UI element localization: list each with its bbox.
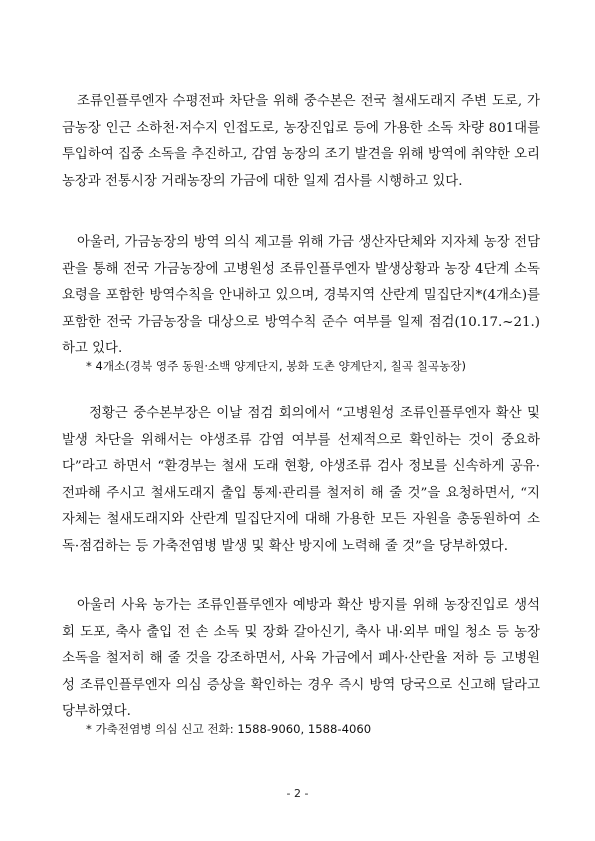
paragraph-farmer-requests: 아울러 사육 농가는 조류인플루엔자 예방과 확산 방지를 위해 농장진입로 생석회 도포, 축사 출입 전 손 소독 및 장화 갈아신기, 축사 내·외부 매일 청소 등 농장 소독을 철저히 해 줄 것을 강조하면서, 사육 가금에서 폐사·산란율 저하 등 고병원성 조류인플루엔자 의심 증상을 확인하는 경우 즉시 방역 당국으로 신고해 달라고 당부하였다. (62, 598, 540, 720)
paragraph-disinfection: 조류인플루엔자 수평전파 차단을 위해 중수본은 전국 철새도래지 주변 도로, 가금농장 인근 소하천·저수지 인접도로, 농장진입로 등에 가용한 소독 차량 801대를 투입하여 집중 소독을 추진하고, 감염 농장의 조기 발견을 위해 방역에 취약한 오리농장과 전통시장 거래농장의 가금에 대한 일제 검사를 시행하고 있다. (62, 94, 540, 189)
footnote-report-phone: * 가축전염병 의심 신고 전화: 1588-9060, 1588-4060 (86, 722, 372, 736)
paragraph-farm-guidance: 아울러, 가금농장의 방역 의식 제고를 위해 가금 생산자단체와 지자체 농장 전담관을 통해 전국 가금농장에 고병원성 조류인플루엔자 발생상황과 농장 4단계 소독 요령을 포함한 방역수칙을 안내하고 있으며, 경북지역 산란계 밀집단지*(4개소)를 포함한 전국 가금농장을 대상으로 방역수칙 준수 여부를 일제 점검(10.17.~21.)하고 있다. (62, 235, 540, 357)
paragraph-director-remarks: 정황근 중수본부장은 이날 점검 회의에서 “고병원성 조류인플루엔자 확산 및 발생 차단을 위해서는 야생조류 감염 여부를 선제적으로 확인하는 것이 중요하다”라고 하면서 “환경부는 철새 도래 현황, 야생조류 검사 정보를 신속하게 공유·전파해 주시고 철새도래지 출입 통제·관리를 철저히 해 줄 것”을 요청하면서, “지자체는 철새도래지와 산란계 밀집단지에 대해 가용한 모든 자원을 총동원하여 소독·점검하는 등 가축전염병 발생 및 확산 방지에 노력해 줄 것”을 당부하였다. (62, 406, 540, 554)
page-number: - 2 - (286, 787, 309, 800)
footnote-complexes: * 4개소(경북 영주 동원·소백 양계단지, 봉화 도촌 양계단지, 칠곡 칠곡농장) (86, 359, 467, 373)
